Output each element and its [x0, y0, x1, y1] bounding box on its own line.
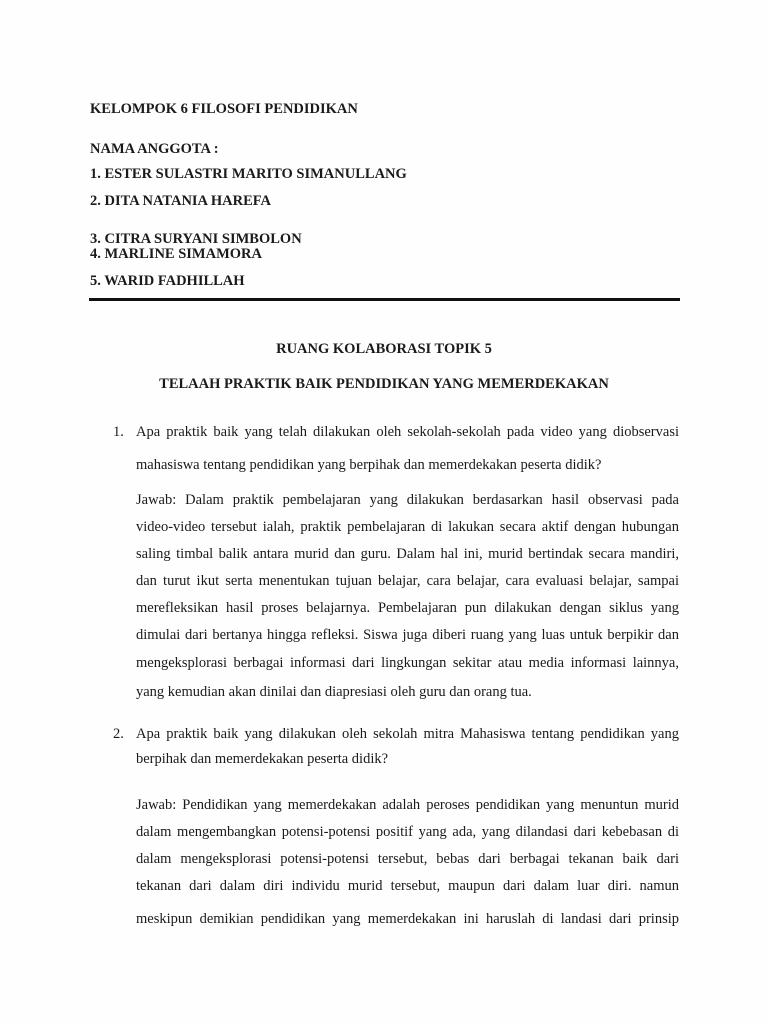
answer-line: meskipun demikian pendidikan yang memerdekakan ini haruslah di landasi dari prinsip [136, 911, 679, 927]
document-title: RUANG KOLABORASI TOPIK 5 [276, 341, 492, 357]
member-item: 1. ESTER SULASTRI MARITO SIMANULLANG [90, 166, 407, 182]
question-line: Apa praktik baik yang telah dilakukan oleh sekolah-sekolah pada video yang diobservasi [136, 424, 679, 440]
document-subtitle: TELAAH PRAKTIK BAIK PENDIDIKAN YANG MEMERDEKAKAN [159, 376, 609, 392]
answer-line: tekanan dari dalam diri individu murid tersebut, maupun dari dalam luar diri. namun [136, 878, 679, 894]
answer-line: yang kemudian akan dinilai dan diapresiasi oleh guru dan orang tua. [136, 684, 532, 700]
answer-line: mengeksplorasi berbagai informasi dari lingkungan sekitar atau media informasi lainnya, [136, 655, 679, 671]
question-line: Apa praktik baik yang dilakukan oleh sekolah mitra Mahasiswa tentang pendidikan yang [136, 726, 679, 742]
question-line: berpihak dan memerdekakan peserta didik? [136, 751, 389, 767]
answer-line: dan turut ikut serta menentukan tujuan belajar, cara belajar, cara evaluasi belajar, sampai [136, 573, 679, 589]
member-item: 3. CITRA SURYANI SIMBOLON [90, 231, 302, 247]
answer-line: video-video tersebut ialah, praktik pembelajaran di lakukan secara aktif dengan hubungan [136, 519, 679, 535]
answer-line: saling timbal balik antara murid dan guru. Dalam hal ini, murid bertindak secara mandiri, [136, 546, 679, 562]
answer-line: merefleksikan hasil proses belajarnya. Pembelajaran pun dilakukan dengan siklus yang [136, 600, 679, 616]
question-number: 2. [113, 726, 124, 742]
answer-line: dalam mengembangkan potensi-potensi positif yang ada, yang dilandasi dari kebebasan di [136, 824, 679, 840]
horizontal-rule [89, 298, 680, 301]
group-heading: KELOMPOK 6 FILOSOFI PENDIDIKAN [90, 101, 358, 117]
members-label: NAMA ANGGOTA : [90, 141, 219, 157]
answer-line: Jawab: Dalam praktik pembelajaran yang dilakukan berdasarkan hasil observasi pada [136, 492, 679, 508]
question-number: 1. [113, 424, 124, 440]
answer-line: dimulai dari bertanya hingga refleksi. Siswa juga diberi ruang yang luas untuk berpikir dan [136, 627, 679, 643]
member-item: 4. MARLINE SIMAMORA [90, 246, 262, 262]
answer-line: Jawab: Pendidikan yang memerdekakan adalah peroses pendidikan yang menuntun murid [136, 797, 679, 813]
member-item: 2. DITA NATANIA HAREFA [90, 193, 271, 209]
member-item: 5. WARID FADHILLAH [90, 273, 245, 289]
question-line: mahasiswa tentang pendidikan yang berpihak dan memerdekakan peserta didik? [136, 457, 602, 473]
answer-line: dalam mengeksplorasi potensi-potensi tersebut, bebas dari berbagai tekanan baik dari [136, 851, 679, 867]
